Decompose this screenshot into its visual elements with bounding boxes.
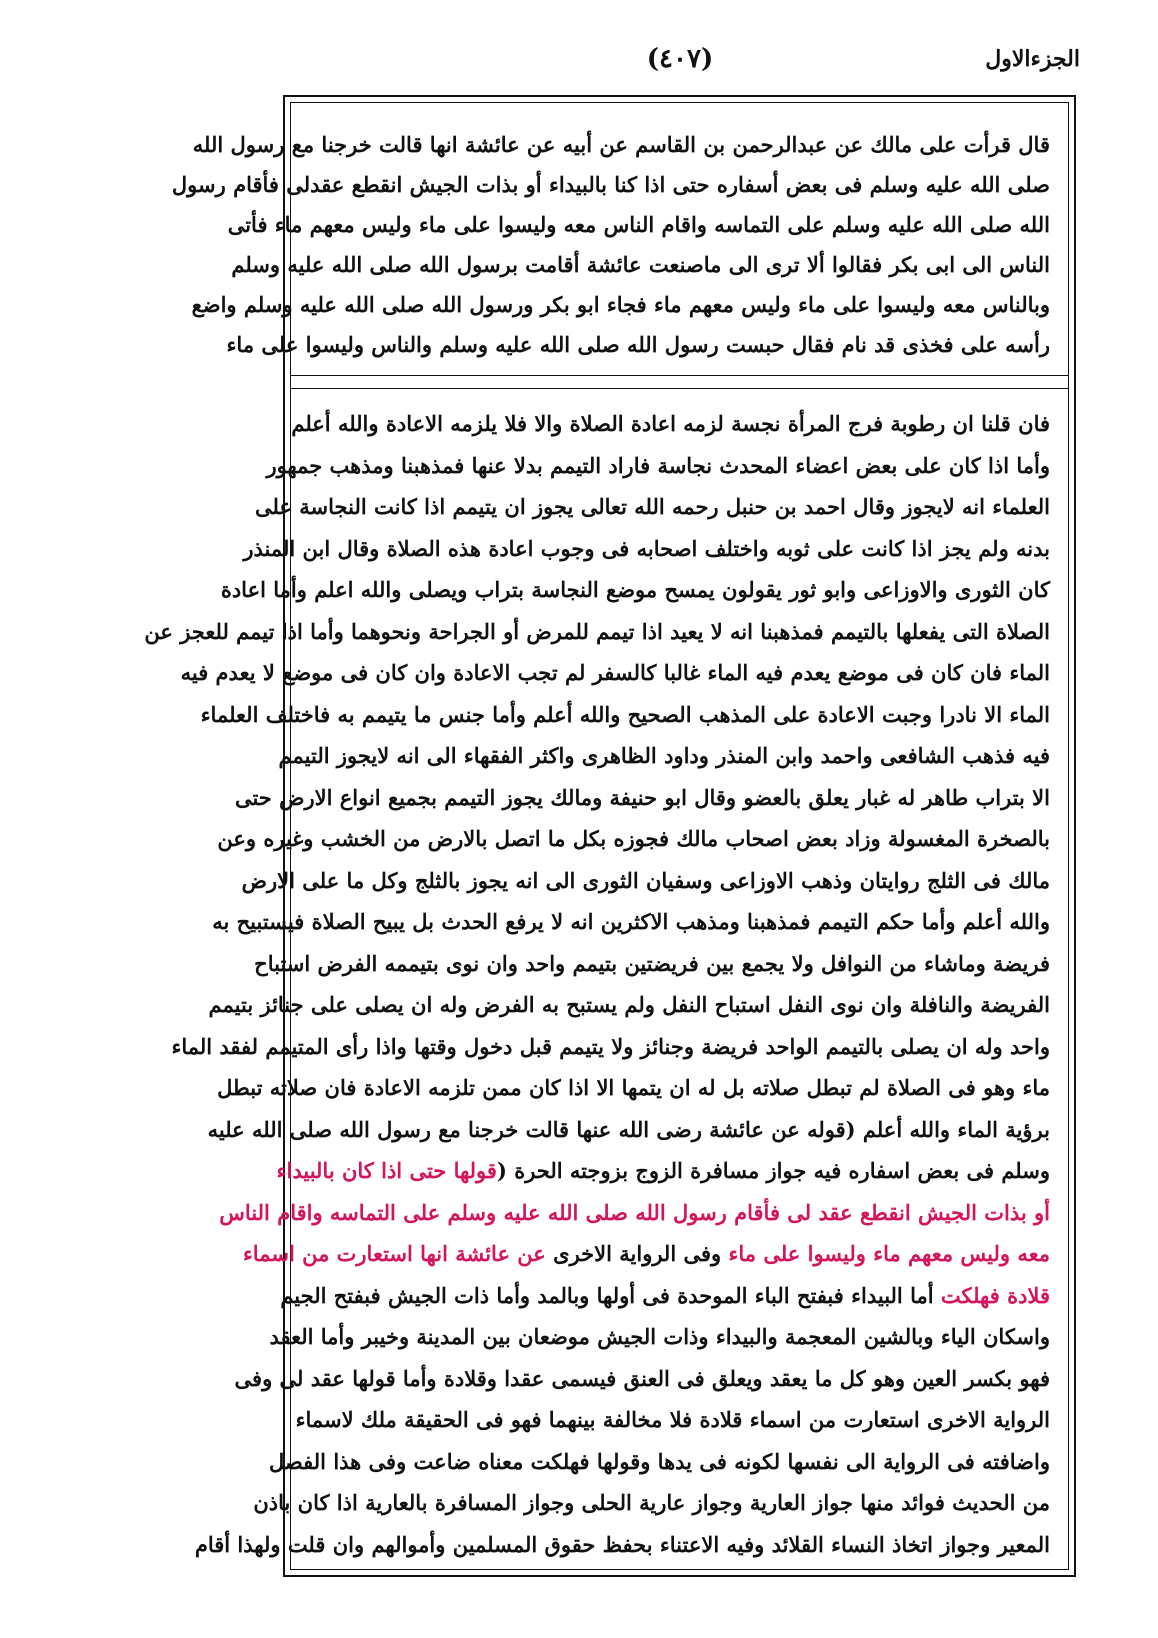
commentary-line xyxy=(243,528,1050,570)
commentary-line xyxy=(255,486,1050,528)
commentary-line xyxy=(269,1441,1050,1483)
commentary-line xyxy=(280,1275,1050,1317)
commentary-line xyxy=(234,1358,1050,1400)
commentary-segment: فريضة وماشاء من النوافل ولا يجمع بين فريضتين بتيمم واحد وان نوى بتيممه الفرض استباح xyxy=(254,950,1050,976)
commentary-line xyxy=(276,1150,1050,1192)
quoted-hadith-text: قلادة فهلكت xyxy=(940,1282,1050,1308)
commentary-segment: الفريضة والنافلة وان نوى النفل استباح النفل ولم يستبح به الفرض وله ان يصلى على جنائز بتيمم xyxy=(208,992,1050,1017)
commentary-line xyxy=(254,943,1050,985)
commentary-line xyxy=(220,569,1050,611)
matn-line: الناس الى ابى بكر فقالوا ألا ترى الى ماصنعت عائشة أقامت برسول الله صلى الله عليه وسلم xyxy=(231,252,1050,277)
commentary-segment: والله أعلم وأما حكم التيمم فمذهبنا ومذهب الاكثرين انه لا يرفع الحدث بل يبيح الصلاة فيستبيح به xyxy=(212,909,1050,934)
page-header xyxy=(280,40,1080,88)
commentary-segment: واسكان الياء وبالشين المعجمة والبيداء وذات الجيش موضعان بين المدينة وخيبر وأما العقد xyxy=(269,1324,1050,1349)
commentary-line xyxy=(219,1192,1050,1234)
commentary-segment: واضافته فى الرواية الى نفسها لكونه فى يدها وقولها فهلكت معناه ضاعت وفى هذا الفصل xyxy=(269,1448,1050,1474)
commentary-text xyxy=(144,403,1050,1565)
quoted-hadith-text: أو بذات الجيش انقطع عقد لى فأقام رسول الله صلى الله عليه وسلم على التماسه واقام الناس xyxy=(219,1199,1050,1225)
quoted-hadith-text: معه وليس معهم ماء وليسوا على ماء xyxy=(728,1241,1050,1266)
commentary-segment: المعير وجواز اتخاذ النساء القلائد وفيه الاعتناء بحفظ حقوق المسلمين وأموالهم وان قلت ولهذا أقام xyxy=(194,1531,1050,1557)
page-number: (٤٠٧) xyxy=(646,44,714,74)
commentary-segment: الرواية الاخرى استعارت من اسماء قلادة فلا مخالفة بينهما فهو فى الحقيقة ملك لاسماء xyxy=(295,1407,1050,1432)
commentary-segment: بالصخرة المغسولة وزاد بعض اصحاب مالك فجوزه بكل ما اتصل بالارض من الخشب وغيره وعن xyxy=(217,826,1050,851)
commentary-line xyxy=(217,1067,1050,1109)
matn-line: قال قرأت على مالك عن عبدالرحمن بن القاسم عن أبيه عن عائشة انها قالت خرجنا مع رسول الله xyxy=(192,132,1050,157)
commentary-segment: الماء الا نادرا وجبت الاعادة على المذهب الصحيح والله أعلم وأما جنس ما يتيمم به فاختلف العلماء xyxy=(200,701,1050,727)
commentary-segment: وفى الرواية الاخرى xyxy=(545,1241,729,1266)
commentary-segment: الا بتراب طاهر له غبار يعلق بالعضو وقال ابو حنيفة ومالك يجوز التيمم بجميع انواع الارض حتى xyxy=(234,784,1050,810)
matn-line: صلى الله عليه وسلم فى بعض أسفاره حتى اذا كنا بالبيداء أو بذات الجيش انقطع عقدلى فأقام رسول xyxy=(171,172,1050,197)
commentary-line xyxy=(253,1482,1050,1524)
volume-label: الجزءالاول xyxy=(985,46,1080,72)
commentary-segment: من الحديث فوائد منها جواز العارية وجواز عارية الحلى وجواز المسافرة بالعارية اذا كان باذن xyxy=(253,1490,1050,1515)
commentary-segment: وسلم فى بعض اسفاره فيه جواز مسافرة الزوج بزوجته الحرة ( xyxy=(496,1158,1050,1183)
frame-divider xyxy=(291,378,1068,389)
commentary-segment: العلماء انه لايجوز وقال احمد بن حنبل رحمه الله تعالى يجوز ان يتيمم اذا كانت النجاسة على xyxy=(255,494,1050,519)
commentary-segment: كان الثورى والاوزاعى وابو ثور يقولون يمسح موضع النجاسة بتراب ويصلى والله اعلم وأما اعادة xyxy=(220,577,1050,602)
commentary-line xyxy=(180,652,1050,694)
commentary-segment: وأما اذا كان على بعض اعضاء المحدث نجاسة فاراد التيمم بدلا عنها فمذهبنا ومذهب جمهور xyxy=(266,452,1050,478)
quoted-hadith-text: عن عائشة انها استعارت من اسماء xyxy=(242,1241,546,1266)
commentary-segment: ماء وهو فى الصلاة لم تبطل صلاته بل له ان يتمها الا اذا كان ممن تلزمه الاعادة فان صلاته تبطل xyxy=(217,1075,1050,1100)
commentary-line xyxy=(171,1026,1050,1068)
commentary-line xyxy=(144,611,1050,653)
commentary-line xyxy=(212,901,1050,943)
commentary-line xyxy=(269,1316,1050,1358)
commentary-line xyxy=(208,984,1050,1026)
commentary-segment: فهو بكسر العين وهو كل ما يعقد ويعلق فى العنق فيسمى عقدا وقلادة وأما قولها عقد لى وفى xyxy=(234,1365,1050,1391)
matn-line: الله صلى الله عليه وسلم على التماسه واقام الناس معه وليسوا على ماء وليس معهم ماء فأتى xyxy=(227,212,1050,237)
commentary-line xyxy=(194,1524,1050,1566)
matn-text xyxy=(171,125,1050,365)
commentary-line xyxy=(200,694,1050,736)
commentary-segment: بدنه ولم يجز اذا كانت على ثوبه واختلف اصحابه فى وجوب اعادة هذه الصلاة وقال ابن المنذر xyxy=(243,535,1050,561)
commentary-line xyxy=(291,403,1050,445)
commentary-line xyxy=(207,1109,1050,1151)
commentary-line xyxy=(234,777,1050,819)
commentary-line xyxy=(295,1399,1050,1441)
matn-line: رأسه على فخذى قد نام فقال حبست رسول الله صلى الله عليه وسلم والناس وليسوا على ماء xyxy=(226,332,1050,357)
page-frame-inner xyxy=(144,102,1069,1570)
commentary-segment: الصلاة التى يفعلها بالتيمم فمذهبنا انه لا يعيد اذا تيمم للمرض أو الجراحة ونحوهما وأما اذا تيمم للعجز عن xyxy=(144,618,1050,644)
commentary-line xyxy=(266,445,1050,487)
commentary-segment: واحد وله ان يصلى بالتيمم الواحد فريضة وجنائز ولا يتيمم قبل دخول وقتها واذا رأى المتيمم لفقد الماء xyxy=(171,1033,1050,1059)
commentary-line xyxy=(241,860,1050,902)
commentary-line xyxy=(242,1233,1050,1275)
page-frame xyxy=(144,95,1076,1577)
commentary-segment: الماء فان كان فى موضع يعدم فيه الماء غالبا كالسفر لم تجب الاعادة وان كان فى موضع لا يعدم فيه xyxy=(180,660,1050,685)
commentary-line xyxy=(217,818,1050,860)
commentary-segment: مالك فى الثلج روايتان وذهب الاوزاعى وسفيان الثورى الى انه يجوز بالثلج وكل ما على الارض xyxy=(241,867,1050,893)
commentary-segment: أما البيداء فبفتح الباء الموحدة فى أولها وبالمد وأما ذات الجيش فبفتح الجيم xyxy=(280,1282,941,1308)
commentary-segment: فيه فذهب الشافعى واحمد وابن المنذر وداود الظاهرى واكثر الفقهاء الى انه لايجوز التيمم xyxy=(278,743,1050,768)
commentary-segment: برؤية الماء والله أعلم (قوله عن عائشة رضى الله عنها قالت خرجنا مع رسول الله صلى الله عليه xyxy=(207,1116,1050,1142)
commentary-segment: فان قلنا ان رطوبة فرج المرأة نجسة لزمه اعادة الصلاة والا فلا يلزمه الاعادة والله أعلم xyxy=(291,411,1050,436)
quoted-hadith-text: قولها حتى اذا كان بالبيداء xyxy=(276,1158,497,1183)
commentary-line xyxy=(278,735,1050,777)
matn-line: وبالناس معه وليسوا على ماء وليس معهم ماء فجاء ابو بكر ورسول الله صلى الله عليه وسلم واضع xyxy=(191,292,1050,317)
